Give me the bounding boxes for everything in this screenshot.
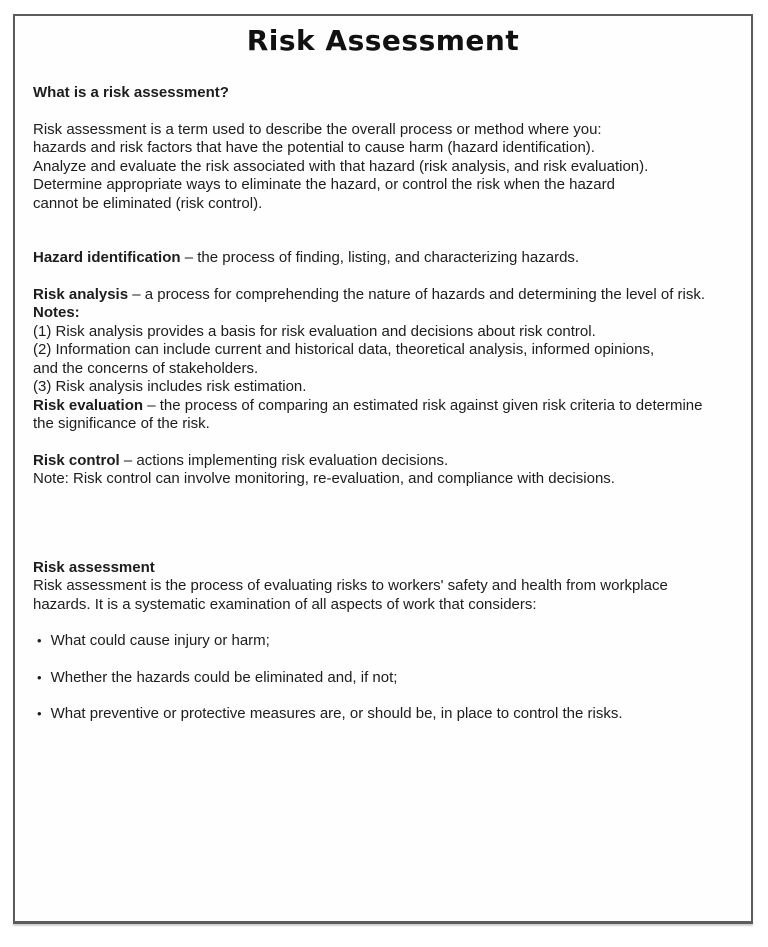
intro-heading: What is a risk assessment?	[33, 84, 229, 101]
bullet-icon: •	[37, 706, 42, 721]
risk-analysis-notes-label: Notes:	[33, 304, 80, 321]
risk-assessment-heading: Risk assessment	[33, 558, 155, 576]
risk-analysis-definition	[33, 286, 733, 305]
risk-control-section	[33, 452, 733, 489]
bullet-icon: •	[37, 669, 42, 685]
intro-paragraph	[33, 121, 733, 214]
risk-analysis-note: (1) Risk analysis provides a basis for risk evaluation and decisions about risk control.	[33, 322, 596, 340]
bullet-text: Whether the hazards could be eliminated and, if not;	[50, 668, 398, 686]
hazard-identification-term: Hazard identification	[33, 249, 181, 266]
text-line: cannot be eliminated (risk control).	[33, 194, 263, 212]
hazard-identification-text: – the process of finding, listing, and characterizing hazards.	[180, 249, 580, 266]
risk-evaluation-term: Risk evaluation	[33, 396, 144, 414]
text-line: hazards and risk factors that have the potential to cause harm (hazard identification).	[33, 139, 595, 156]
list-item	[33, 705, 733, 724]
text-line: Risk assessment is the process of evaluating risks to workers' safety and health from workplace	[33, 577, 668, 594]
risk-analysis-note: and the concerns of stakeholders.	[33, 359, 259, 377]
risk-control-definition	[33, 452, 733, 471]
bullet-icon: •	[37, 633, 42, 648]
text-line: Analyze and evaluate the risk associated with that hazard (risk analysis, and risk evaluation).	[33, 157, 649, 175]
risk-control-text: – actions implementing risk evaluation decisions.	[119, 451, 449, 469]
risk-evaluation-definition	[33, 397, 733, 416]
risk-control-term: Risk control	[33, 451, 120, 469]
risk-analysis-text: – a process for comprehending the nature of hazards and determining the level of risk.	[128, 285, 706, 303]
document-title: Risk Assessment	[246, 24, 520, 57]
list-item	[33, 669, 733, 688]
document-frame	[13, 14, 753, 924]
risk-evaluation-text: – the process of comparing an estimated risk against given risk criteria to determine	[143, 396, 703, 414]
risk-analysis-note: (3) Risk analysis includes risk estimation.	[33, 378, 307, 395]
risk-analysis-section	[33, 286, 733, 434]
text-line: Determine appropriate ways to eliminate the hazard, or control the risk when the hazard	[33, 176, 615, 193]
risk-assessment-section	[33, 559, 733, 724]
list-item	[33, 632, 733, 651]
risk-analysis-note: (2) Information can include current and historical data, theoretical analysis, informed opinions,	[33, 341, 655, 358]
text-line: Risk assessment is a term used to describe the overall process or method where you:	[33, 120, 602, 138]
hazard-identification-definition	[33, 249, 733, 268]
bullet-text: What preventive or protective measures are, or should be, in place to control the risks.	[50, 705, 623, 722]
bullet-text: What could cause injury or harm;	[50, 632, 270, 649]
risk-analysis-term: Risk analysis	[33, 285, 129, 303]
risk-control-note: Note: Risk control can involve monitoring, re-evaluation, and compliance with decisions.	[33, 470, 615, 487]
text-line: hazards. It is a systematic examination of all aspects of work that considers:	[33, 595, 537, 613]
risk-evaluation-text-line2: the significance of the risk.	[33, 415, 210, 432]
